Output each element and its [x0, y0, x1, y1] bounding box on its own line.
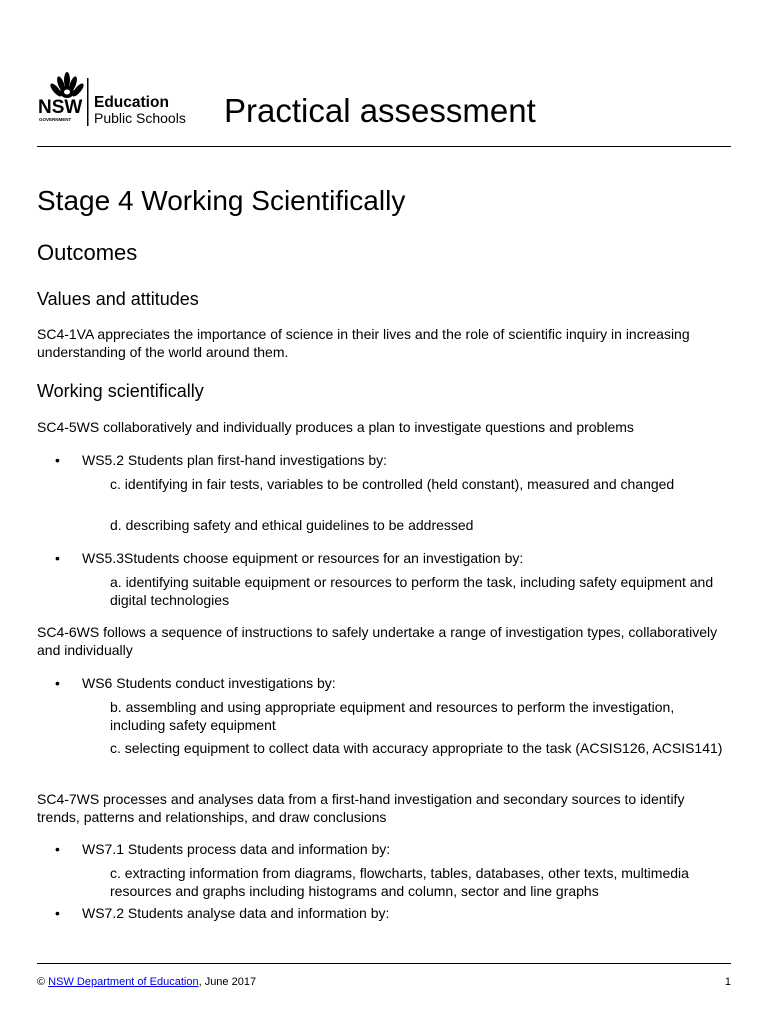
ws5-outcome-text: SC4-5WS collaboratively and individually produces a plan to investigate questions and problems: [37, 419, 634, 435]
page-footer: [37, 975, 731, 989]
page-number: 1: [724, 976, 731, 988]
outcomes-heading: Outcomes: [37, 240, 138, 265]
svg-text:Public Schools: Public Schools: [94, 110, 186, 126]
values-outcome-text: SC4-1VA appreciates the importance of science in their lives and the role of scientific inquiry in increasing understanding of the world around them.: [37, 326, 690, 360]
ws6-bullet: WS6 Students conduct investigations by:: [82, 675, 336, 691]
footer-divider: [37, 963, 731, 964]
nsw-department-link[interactable]: NSW Department of Education: [48, 976, 199, 988]
ws7-1-bullet: WS7.1 Students process data and information by:: [82, 841, 391, 857]
svg-text:Education: Education: [94, 94, 169, 111]
bullet-icon: •: [55, 550, 60, 566]
page-heading: Stage 4 Working Scientifically: [37, 185, 406, 216]
ws7-outcome-text: SC4-7WS processes and analyses data from a first-hand investigation and secondary sources to identify trends, patterns and relationships, and draw conclusions: [37, 791, 685, 825]
ws7-2-bullet: WS7.2 Students analyse data and information by:: [82, 905, 390, 921]
document-header: [37, 68, 731, 148]
bullet-icon: •: [55, 905, 60, 921]
waratah-icon: [49, 72, 86, 98]
ws6-sub-b: b. assembling and using appropriate equipment and resources to perform the investigation, including safety equipment: [110, 699, 675, 733]
nsw-education-logo: [37, 68, 217, 130]
svg-text:GOVERNMENT: GOVERNMENT: [39, 117, 72, 122]
ws5-2-bullet: WS5.2 Students plan first-hand investigations by:: [82, 452, 388, 468]
ws5-2-sub-c: c. identifying in fair tests, variables to be controlled (held constant), measured and changed: [110, 476, 675, 492]
values-heading: Values and attitudes: [37, 289, 199, 309]
ws7-1-sub-c: c. extracting information from diagrams, flowcharts, tables, databases, other texts, multimedia resources and graphs including histograms and column, sector and line graphs: [110, 865, 689, 899]
bullet-icon: •: [55, 675, 60, 691]
svg-text:NSW: NSW: [38, 97, 83, 118]
ws5-3-bullet: WS5.3Students choose equipment or resources for an investigation by:: [82, 550, 524, 566]
ws6-outcome-text: SC4-6WS follows a sequence of instructions to safely undertake a range of investigation types, collaboratively and individually: [37, 624, 718, 658]
ws6-sub-c: c. selecting equipment to collect data with accuracy appropriate to the task (ACSIS126, ACSIS141): [110, 740, 723, 756]
document-title: Practical assessment: [224, 92, 536, 129]
working-scientifically-heading: Working scientifically: [37, 381, 204, 401]
header-divider: [37, 146, 731, 147]
bullet-icon: •: [55, 452, 60, 468]
bullet-icon: •: [55, 841, 60, 857]
ws5-3-sub-a: a. identifying suitable equipment or resources to perform the task, including safety equipment and digital technologies: [110, 574, 714, 608]
ws5-2-sub-d: d. describing safety and ethical guidelines to be addressed: [110, 517, 474, 533]
footer-date: , June 2017: [198, 976, 257, 988]
copyright-symbol: ©: [37, 976, 46, 988]
